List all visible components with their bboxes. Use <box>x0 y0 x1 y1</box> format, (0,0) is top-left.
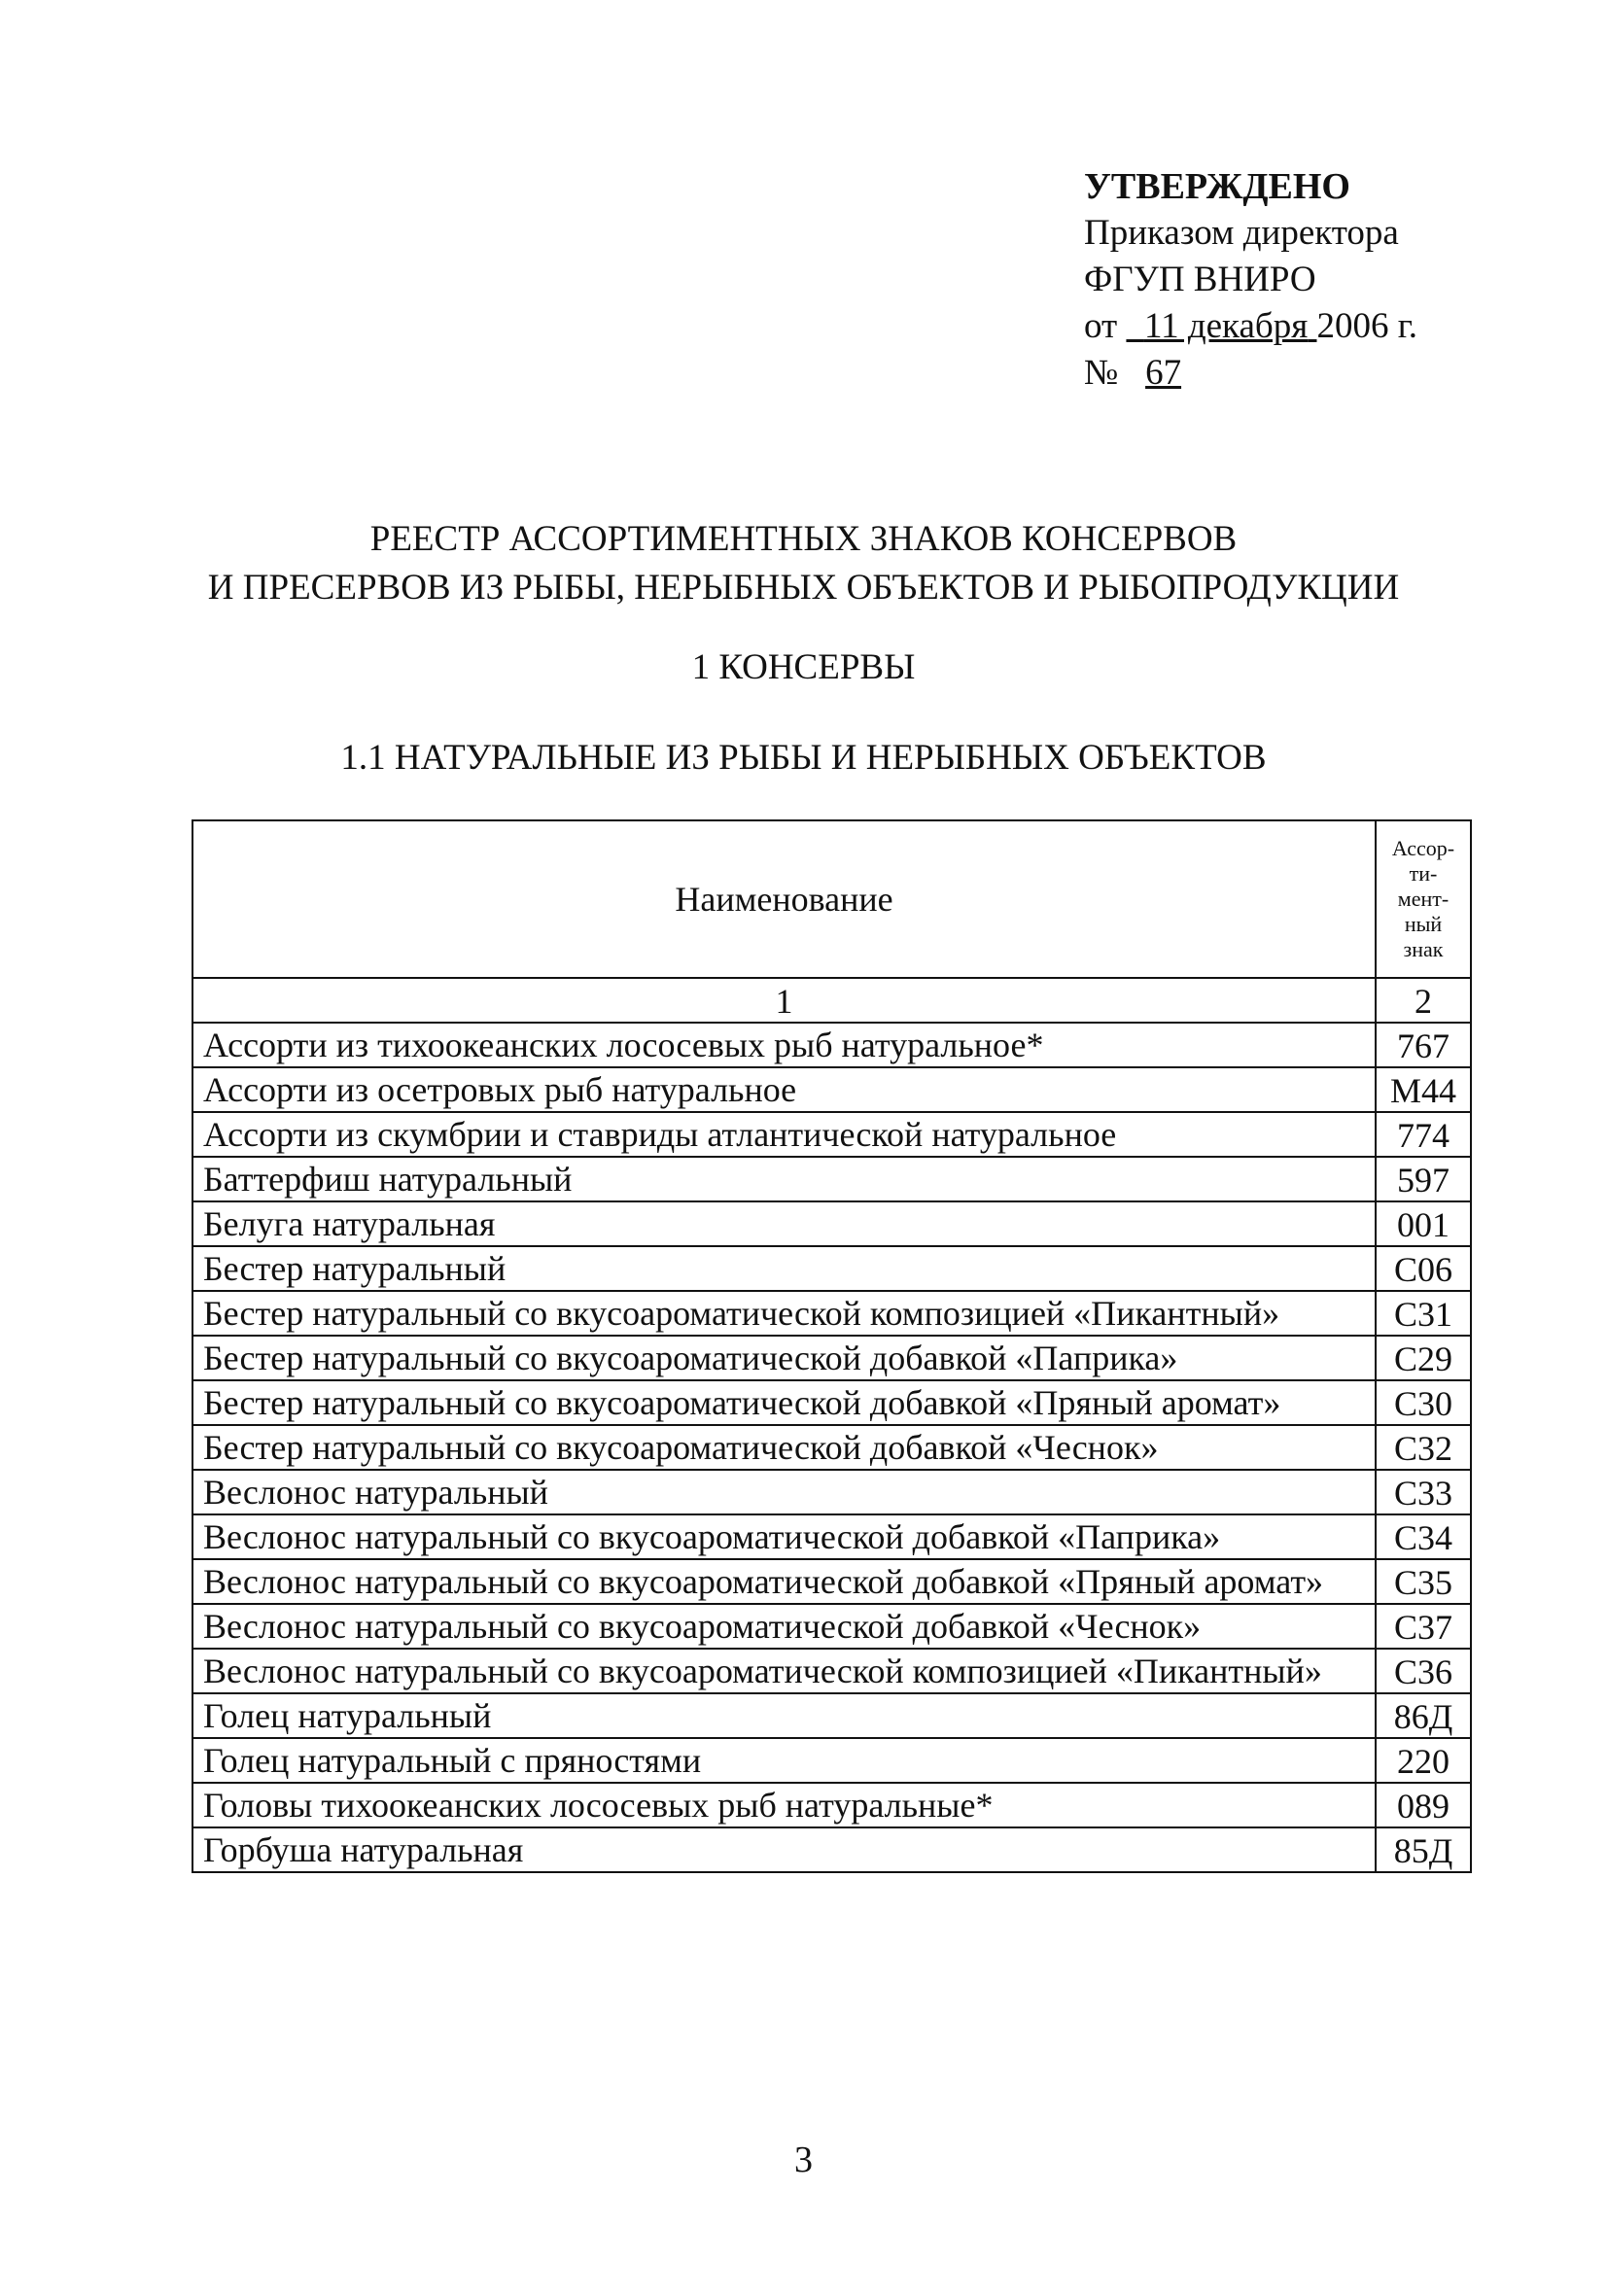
row-name: Ассорти из осетровых рыб натуральное <box>192 1067 1376 1112</box>
header-name: Наименование <box>192 820 1376 978</box>
row-name: Ассорти из скумбрии и ставриды атлантической натуральное <box>192 1112 1376 1157</box>
row-code: 089 <box>1376 1783 1471 1827</box>
row-name: Бестер натуральный со вкусоароматической добавкой «Чеснок» <box>192 1425 1376 1470</box>
table-row <box>192 1380 1471 1425</box>
row-code: С31 <box>1376 1291 1471 1336</box>
row-code: С29 <box>1376 1336 1471 1380</box>
approval-date-year: 2006 г. <box>1316 306 1418 346</box>
approval-date-day-month <box>1126 306 1316 346</box>
row-name: Веслонос натуральный со вкусоароматической добавкой «Чеснок» <box>192 1604 1376 1649</box>
table-row <box>192 1470 1471 1514</box>
table-row <box>192 1067 1471 1112</box>
table-row <box>192 1783 1471 1827</box>
header-code-line: ный <box>1404 912 1443 936</box>
subsection-heading: 1.1 НАТУРАЛЬНЫЕ ИЗ РЫБЫ И НЕРЫБНЫХ ОБЪЕКТОВ <box>340 738 1267 778</box>
header-code-line: Ассор- <box>1391 836 1455 860</box>
row-name: Веслонос натуральный со вкусоароматической добавкой «Пряный аромат» <box>192 1559 1376 1604</box>
row-code: 220 <box>1376 1738 1471 1783</box>
approval-date-value: 11 декабря <box>1143 306 1309 346</box>
row-code: 85Д <box>1376 1827 1471 1872</box>
row-name: Бестер натуральный со вкусоароматической добавкой «Паприка» <box>192 1336 1376 1380</box>
row-name: Головы тихоокеанских лососевых рыб натуральные* <box>192 1783 1376 1827</box>
column-number-2: 2 <box>1376 978 1471 1023</box>
table-row <box>192 1201 1471 1246</box>
row-code: 767 <box>1376 1023 1471 1067</box>
approval-number-prefix: № <box>1084 353 1119 393</box>
table-row <box>192 1604 1471 1649</box>
table-row <box>192 1425 1471 1470</box>
row-name: Баттерфиш натуральный <box>192 1157 1376 1201</box>
approval-line-2: ФГУП ВНИРО <box>1084 260 1316 299</box>
table-row <box>192 1291 1471 1336</box>
row-name: Бестер натуральный со вкусоароматической добавкой «Пряный аромат» <box>192 1380 1376 1425</box>
row-code: С30 <box>1376 1380 1471 1425</box>
table-row <box>192 1023 1471 1067</box>
row-name: Голец натуральный с пряностями <box>192 1738 1376 1783</box>
header-code-line: ти- <box>1409 861 1438 886</box>
row-code: С35 <box>1376 1559 1471 1604</box>
table-row <box>192 1112 1471 1157</box>
row-code: С33 <box>1376 1470 1471 1514</box>
row-name: Веслонос натуральный со вкусоароматической композицией «Пикантный» <box>192 1649 1376 1693</box>
column-number-row <box>192 978 1471 1023</box>
header-code <box>1376 820 1471 978</box>
approval-number-value: 67 <box>1145 353 1182 393</box>
row-code: С37 <box>1376 1604 1471 1649</box>
row-code: 774 <box>1376 1112 1471 1157</box>
table-header-row <box>192 820 1471 978</box>
table-row <box>192 1336 1471 1380</box>
approval-date-prefix: от <box>1084 306 1118 346</box>
header-code-line: мент- <box>1397 887 1450 911</box>
table-row <box>192 1559 1471 1604</box>
table-row <box>192 1246 1471 1291</box>
approval-heading: УТВЕРЖДЕНО <box>1084 166 1350 207</box>
table-row <box>192 1514 1471 1559</box>
row-name: Голец натуральный <box>192 1693 1376 1738</box>
table-row <box>192 1827 1471 1872</box>
row-name: Белуга натуральная <box>192 1201 1376 1246</box>
row-name: Веслонос натуральный <box>192 1470 1376 1514</box>
row-code: 001 <box>1376 1201 1471 1246</box>
approval-number <box>1084 350 1417 397</box>
title-line-1: РЕЕСТР АССОРТИМЕНТНЫХ ЗНАКОВ КОНСЕРВОВ <box>369 519 1238 559</box>
row-name: Горбуша натуральная <box>192 1827 1376 1872</box>
column-number-1: 1 <box>192 978 1376 1023</box>
table-row <box>192 1157 1471 1201</box>
document-title <box>0 515 1607 612</box>
row-code: 597 <box>1376 1157 1471 1201</box>
header-code-line: знак <box>1403 937 1444 961</box>
row-code: 86Д <box>1376 1693 1471 1738</box>
approval-line-1: Приказом директора <box>1084 213 1399 253</box>
approval-date <box>1084 303 1417 350</box>
row-code: С32 <box>1376 1425 1471 1470</box>
row-name: Бестер натуральный со вкусоароматической композицией «Пикантный» <box>192 1291 1376 1336</box>
row-name: Бестер натуральный <box>192 1246 1376 1291</box>
registry-table <box>192 819 1472 1873</box>
title-line-2: И ПРЕСЕРВОВ ИЗ РЫБЫ, НЕРЫБНЫХ ОБЪЕКТОВ И РЫБОПРОДУКЦИИ <box>207 568 1400 608</box>
table-row <box>192 1649 1471 1693</box>
page-number: 3 <box>794 2139 813 2180</box>
table-row <box>192 1693 1471 1738</box>
table-row <box>192 1738 1471 1783</box>
row-name: Ассорти из тихоокеанских лососевых рыб натуральное* <box>192 1023 1376 1067</box>
row-code: С06 <box>1376 1246 1471 1291</box>
row-code: С36 <box>1376 1649 1471 1693</box>
row-code: С34 <box>1376 1514 1471 1559</box>
row-name: Веслонос натуральный со вкусоароматической добавкой «Паприка» <box>192 1514 1376 1559</box>
row-code: М44 <box>1376 1067 1471 1112</box>
section-heading: 1 КОНСЕРВЫ <box>691 647 916 687</box>
approval-stamp <box>1084 163 1417 397</box>
